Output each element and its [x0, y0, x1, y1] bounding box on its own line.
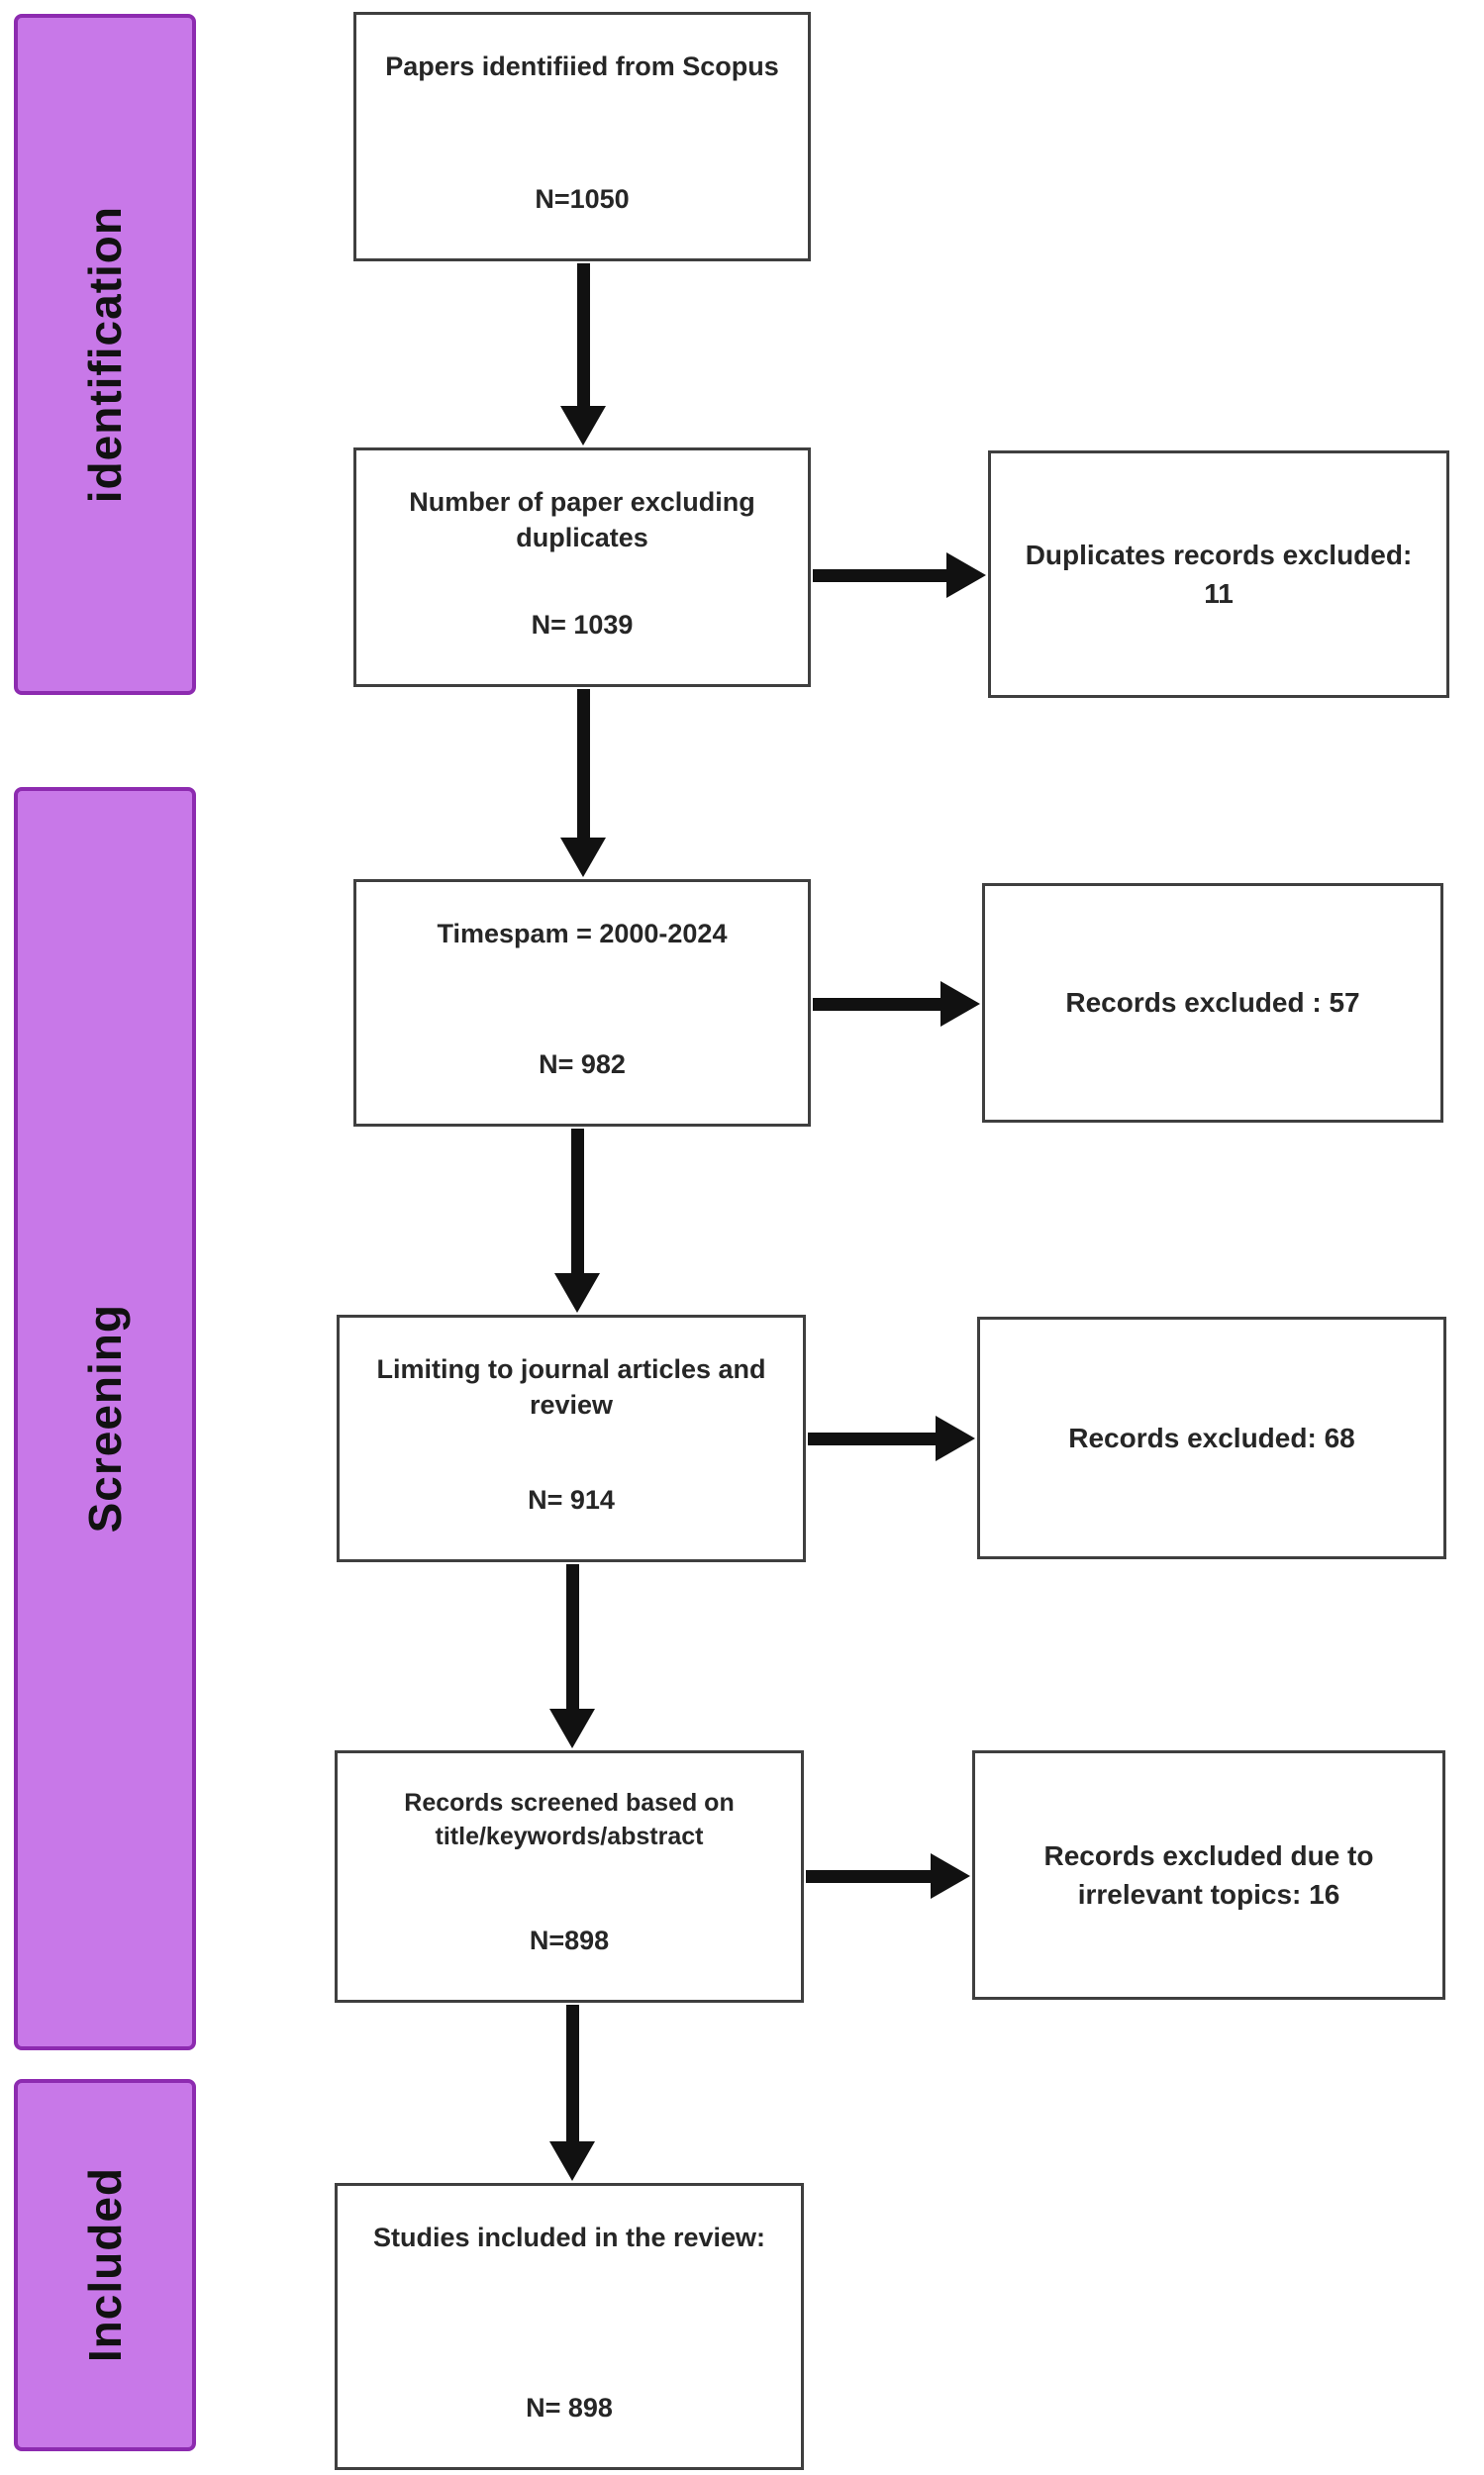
flow-box-count: N=898 — [529, 1926, 610, 1955]
flow-box-title: Limiting to journal articles and review — [376, 1354, 766, 1421]
arrow-head — [936, 1416, 975, 1461]
side-box-irrelevant-topics-excluded — [972, 1750, 1445, 2000]
flow-box-title: Studies included in the review: — [372, 2223, 766, 2252]
right-arrow-icon — [813, 552, 986, 598]
flow-box-count: N= 914 — [528, 1485, 615, 1515]
flow-box-count: N= 982 — [539, 1049, 626, 1079]
arrow-shaft — [571, 1129, 584, 1273]
stage-label-included: Included — [79, 2167, 131, 2363]
arrow-head — [554, 1273, 600, 1313]
arrow-head — [940, 981, 980, 1027]
side-box-text: Records excluded: 68 — [1068, 1422, 1355, 1453]
down-arrow-icon — [554, 1129, 600, 1313]
stage-bar-identification — [14, 14, 196, 695]
arrow-shaft — [813, 998, 940, 1011]
arrow-head — [549, 2141, 595, 2181]
flow-box-title: Papers identifiied from Scopus — [385, 51, 779, 81]
side-box-text: Records excluded : 57 — [1065, 987, 1360, 1019]
right-arrow-icon — [813, 981, 980, 1027]
stage-label-screening: Screening — [79, 1304, 131, 1534]
down-arrow-icon — [560, 689, 606, 877]
flow-box-excluding-duplicates — [353, 447, 811, 687]
arrow-head — [931, 1853, 970, 1899]
arrow-shaft — [806, 1870, 931, 1883]
flow-box-count: N= 898 — [526, 2393, 613, 2423]
arrow-shaft — [566, 1564, 579, 1709]
right-arrow-icon — [808, 1416, 975, 1461]
side-box-text: Records excluded due to irrelevant topics: 16 — [1043, 1839, 1374, 1910]
flow-box-title: Records screened based on title/keywords/abstract — [404, 1789, 735, 1850]
flow-box-papers-identified — [353, 12, 811, 261]
arrow-shaft — [813, 569, 946, 582]
arrow-shaft — [577, 689, 590, 838]
right-arrow-icon — [806, 1853, 970, 1899]
stage-bar-screening — [14, 787, 196, 2050]
arrow-head — [560, 406, 606, 446]
flow-box-title: Number of paper excluding duplicates — [409, 487, 755, 553]
stage-bar-included — [14, 2079, 196, 2451]
flow-box-timespan — [353, 879, 811, 1127]
arrow-head — [549, 1709, 595, 1748]
flow-box-count: N=1050 — [535, 184, 630, 214]
down-arrow-icon — [549, 1564, 595, 1748]
arrow-shaft — [808, 1433, 936, 1445]
flow-box-studies-included — [335, 2183, 804, 2470]
arrow-shaft — [577, 263, 590, 406]
side-box-records-excluded-68 — [977, 1317, 1446, 1559]
arrow-shaft — [566, 2005, 579, 2141]
flow-box-journal-articles — [337, 1315, 806, 1562]
flow-box-title: Timespam = 2000-2024 — [437, 919, 728, 948]
arrow-head — [560, 838, 606, 877]
down-arrow-icon — [560, 263, 606, 446]
side-box-text: Duplicates records excluded: 11 — [1025, 539, 1413, 609]
side-box-duplicates-excluded — [988, 450, 1449, 698]
stage-label-identification: identification — [79, 205, 131, 504]
arrow-head — [946, 552, 986, 598]
side-box-records-excluded-57 — [982, 883, 1443, 1123]
flow-box-records-screened — [335, 1750, 804, 2003]
down-arrow-icon — [549, 2005, 595, 2181]
flow-box-count: N= 1039 — [531, 610, 634, 640]
